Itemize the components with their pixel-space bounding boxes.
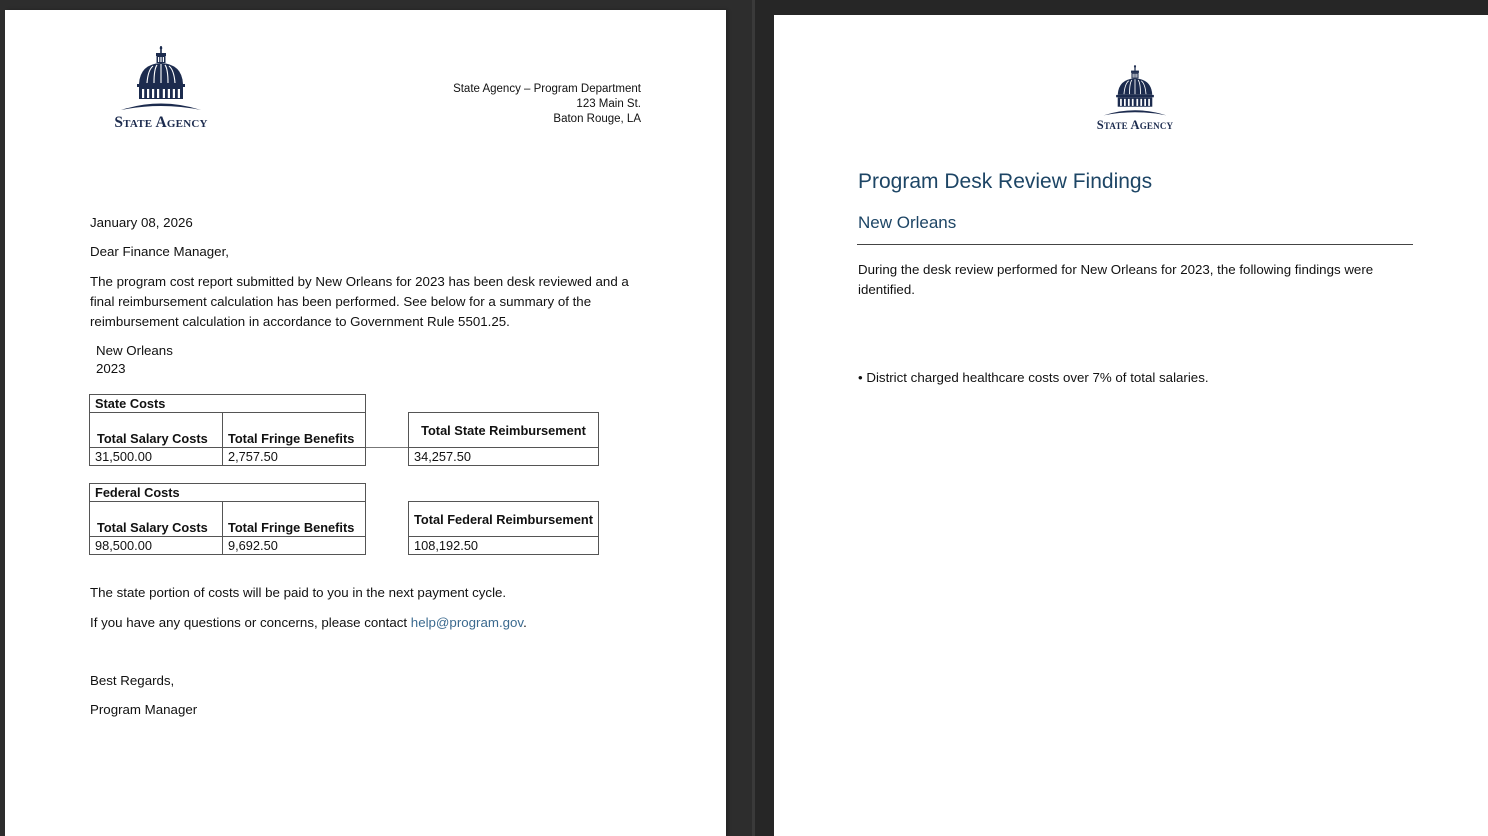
closing: Best Regards, <box>90 673 175 688</box>
state-costs-table <box>89 394 366 466</box>
capitol-dome-icon <box>1102 65 1168 117</box>
federal-costs-table <box>89 483 366 555</box>
state-salary-value: 31,500.00 <box>90 448 223 466</box>
state-salary-header: Total Salary Costs <box>90 413 223 448</box>
agency-logo <box>103 46 219 132</box>
entity-name: New Orleans <box>96 343 173 358</box>
findings-intro: During the desk review performed for New Orleans for 2023, the following findings were identified. <box>858 262 1374 297</box>
report-year: 2023 <box>96 361 126 376</box>
state-total-header: Total State Reimbursement <box>409 413 599 448</box>
address-line-street: 123 Main St. <box>576 98 641 110</box>
agency-logo <box>1090 65 1180 133</box>
intro-paragraph: The program cost report submitted by New Orleans for 2023 has been desk reviewed and a final reimbursement calculation has been performed. See below for a summary of the reimbursement calculation in accordance to Government Rule 5501.25. <box>90 274 629 329</box>
letter-page <box>5 10 726 836</box>
contact-paragraph <box>90 613 650 633</box>
federal-fringe-header: Total Fringe Benefits <box>223 502 366 537</box>
federal-total-header: Total Federal Reimbursement <box>409 502 599 537</box>
contact-prefix: If you have any questions or concerns, please contact <box>90 615 411 630</box>
state-fringe-header: Total Fringe Benefits <box>223 413 366 448</box>
finding-text: District charged healthcare costs over 7% of total salaries. <box>866 370 1209 385</box>
federal-costs-title: Federal Costs <box>90 484 366 502</box>
findings-entity-subtitle: New Orleans <box>858 213 957 232</box>
state-total-value: 34,257.50 <box>409 448 599 466</box>
federal-salary-header: Total Salary Costs <box>90 502 223 537</box>
heading-rule <box>857 244 1413 245</box>
address-line-department: State Agency – Program Department <box>453 83 641 95</box>
logo-wordmark: State Agency <box>114 114 208 131</box>
sender-address <box>453 82 641 127</box>
capitol-dome-icon <box>119 46 203 112</box>
salutation: Dear Finance Manager, <box>90 244 229 259</box>
federal-total-table <box>408 501 599 555</box>
bullet-icon: • <box>858 370 863 385</box>
signature: Program Manager <box>90 702 198 717</box>
federal-total-value: 108,192.50 <box>409 537 599 555</box>
letter-date: January 08, 2026 <box>90 215 193 230</box>
federal-salary-value: 98,500.00 <box>90 537 223 555</box>
findings-page <box>774 15 1488 836</box>
findings-title: Program Desk Review Findings <box>858 170 1153 193</box>
federal-fringe-value: 9,692.50 <box>223 537 366 555</box>
finding-item <box>858 368 1209 388</box>
state-fringe-value: 2,757.50 <box>223 448 366 466</box>
table-connector-line <box>366 447 408 448</box>
contact-email-link[interactable]: help@program.gov <box>410 615 524 630</box>
logo-wordmark: State Agency <box>1096 118 1174 132</box>
state-total-table <box>408 412 599 466</box>
contact-suffix: . <box>523 615 527 630</box>
address-line-city: Baton Rouge, LA <box>553 113 641 125</box>
payment-paragraph: The state portion of costs will be paid to you in the next payment cycle. <box>90 585 507 600</box>
state-costs-title: State Costs <box>90 395 366 413</box>
